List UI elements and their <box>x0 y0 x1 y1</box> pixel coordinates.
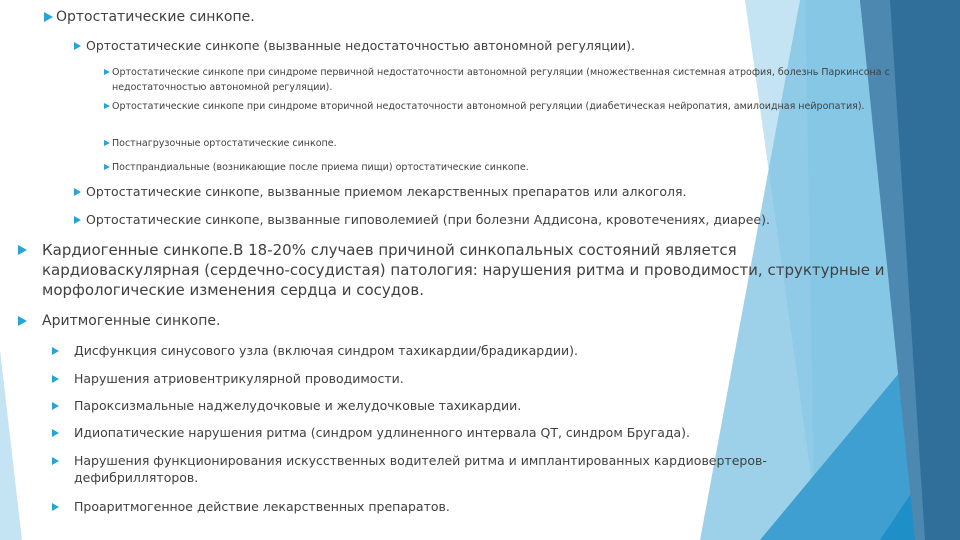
triangle-bullet-icon <box>74 216 81 224</box>
triangle-bullet-icon <box>74 42 81 50</box>
list-item-text: Пароксизмальные наджелудочковые и желудочковые тахикардии. <box>74 398 522 413</box>
list-item-level2 <box>52 370 892 387</box>
list-item-level2 <box>74 212 944 228</box>
list-item-level2 <box>52 424 892 441</box>
list-item-level3 <box>104 160 924 175</box>
triangle-bullet-icon <box>104 140 110 146</box>
list-item-level3 <box>104 136 924 151</box>
list-item-level2 <box>74 184 934 200</box>
triangle-bullet-icon <box>52 457 59 465</box>
list-item-level1 <box>18 312 898 330</box>
list-item-text: Дисфункция синусового узла (включая синдром тахикардии/брадикардии). <box>74 343 578 358</box>
list-item-text: Ортостатические синкопе при синдроме вторичной недостаточности автономной регуляции (диабетическая нейропатия, амилоидная нейропатия). <box>112 101 865 112</box>
list-item-text: Идиопатические нарушения ритма (синдром удлиненного интервала QT, синдром Бругада). <box>74 425 691 440</box>
triangle-bullet-icon <box>52 402 59 410</box>
list-item-text: Аритмогенные синкопе. <box>42 313 221 329</box>
list-item-level1 <box>44 9 924 25</box>
list-item-text: Ортостатические синкопе. <box>56 9 255 25</box>
list-item-level2 <box>52 452 832 486</box>
list-item-level2 <box>52 498 892 515</box>
triangle-bullet-icon <box>104 69 110 75</box>
list-item-level2 <box>52 342 892 359</box>
triangle-bullet-icon <box>52 375 59 383</box>
list-item-level2 <box>52 397 892 414</box>
triangle-bullet-icon <box>104 164 110 170</box>
triangle-bullet-icon <box>52 347 59 355</box>
triangle-bullet-icon <box>52 503 59 511</box>
triangle-bullet-icon <box>44 12 53 22</box>
list-item-text: Нарушения атриовентрикулярной проводимости. <box>74 371 404 386</box>
triangle-bullet-icon <box>52 429 59 437</box>
triangle-bullet-icon <box>18 245 27 255</box>
triangle-bullet-icon <box>74 188 81 196</box>
list-item-level1 <box>18 240 898 300</box>
list-item-level3 <box>104 65 924 95</box>
list-item-text: Проаритмогенное действие лекарственных препаратов. <box>74 499 450 514</box>
list-item-text: Кардиогенные синкопе.В 18-20% случаев причиной синкопальных состояний является кардиоваскулярная (сердечно-сосудистая) патология: нарушения ритма и проводимости, структурные и морфологические изменения сердца и сосудов. <box>42 241 885 299</box>
triangle-bullet-icon <box>18 316 27 326</box>
list-item-text: Ортостатические синкопе, вызванные приемом лекарственных препаратов или алкоголя. <box>86 184 687 199</box>
triangle-bullet-icon <box>104 103 110 109</box>
list-item-text: Постпрандиальные (возникающие после приема пищи) ортостатические синкопе. <box>112 162 529 173</box>
list-item-text: Ортостатические синкопе при синдроме первичной недостаточности автономной регуляции (множественная системная атрофия, болезнь Паркинсона с недостаточностью автономной регуляции). <box>112 67 890 93</box>
list-item-text: Постнагрузочные ортостатические синкопе. <box>112 138 337 149</box>
list-item-text: Нарушения функционирования искусственных водителей ритма и имплантированных кардиовертеров-дефибрилляторов. <box>74 453 767 485</box>
list-item-level3 <box>104 99 924 114</box>
list-item-text: Ортостатические синкопе (вызванные недостаточностью автономной регуляции). <box>86 38 636 53</box>
list-item-level2 <box>74 38 934 54</box>
list-item-text: Ортостатические синкопе, вызванные гиповолемией (при болезни Аддисона, кровотечениях, диарее). <box>86 212 770 227</box>
